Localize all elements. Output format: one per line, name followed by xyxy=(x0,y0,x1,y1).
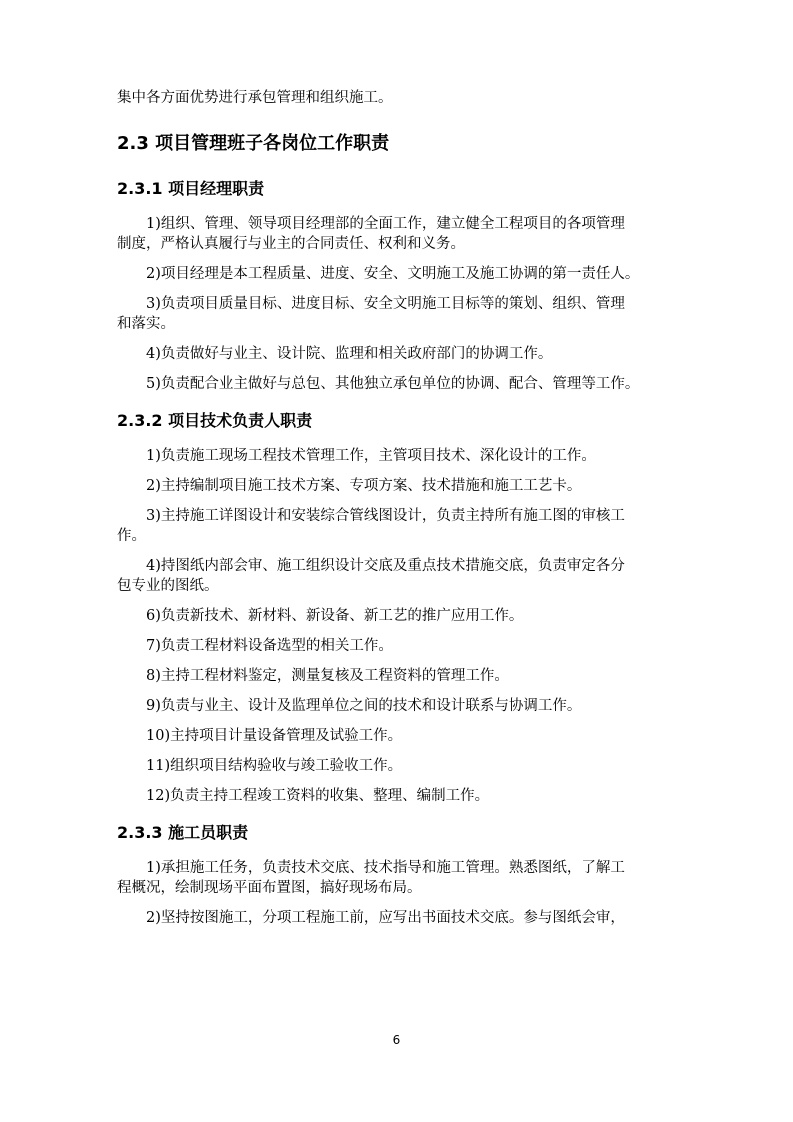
item-line: 4)持图纸内部会审、施工组织设计交底及重点技术措施交底，负责审定各分 xyxy=(146,558,625,574)
item-line: 2)项目经理是本工程质量、进度、安全、文明施工及施工协调的第一责任人。 xyxy=(146,266,640,282)
item-line: 2)坚持按图施工，分项工程施工前，应写出书面技术交底。参与图纸会审， xyxy=(146,910,625,926)
list-item xyxy=(117,606,677,626)
list-item xyxy=(117,344,677,364)
item-line: 程概况，绘制现场平面布置图，搞好现场布局。 xyxy=(117,880,422,896)
subsection-heading-2: 2.3.2 项目技术负责人职责 xyxy=(117,411,313,430)
item-line: 3)负责项目质量目标、进度目标、安全文明施工目标等的策划、组织、管理 xyxy=(146,296,625,312)
item-line: 1)组织、管理、领导项目经理部的全面工作，建立健全工程项目的各项管理 xyxy=(146,216,625,232)
item-line: 包专业的图纸。 xyxy=(117,578,219,594)
list-item xyxy=(117,506,677,546)
list-item xyxy=(117,556,677,596)
item-line: 5)负责配合业主做好与总包、其他独立承包单位的协调、配合、管理等工作。 xyxy=(146,376,640,392)
subsection-heading-1: 2.3.1 项目经理职责 xyxy=(117,179,265,198)
item-line: 制度，严格认真履行与业主的合同责任、权利和义务。 xyxy=(117,236,465,252)
list-item xyxy=(117,476,677,496)
item-line: 11)组织项目结构验收与竣工验收工作。 xyxy=(146,758,403,774)
item-line: 6)负责新技术、新材料、新设备、新工艺的推广应用工作。 xyxy=(146,608,524,624)
item-line: 作。 xyxy=(117,528,146,544)
list-item xyxy=(117,858,677,898)
list-item xyxy=(117,726,677,746)
list-item xyxy=(117,214,677,254)
list-item xyxy=(117,696,677,716)
list-item xyxy=(117,294,677,334)
list-item xyxy=(117,908,677,928)
item-line: 4)负责做好与业主、设计院、监理和相关政府部门的协调工作。 xyxy=(146,346,553,362)
intro-line: 集中各方面优势进行承包管理和组织施工。 xyxy=(117,90,393,106)
subsection-heading-3: 2.3.3 施工员职责 xyxy=(117,823,249,842)
item-line: 1)负责施工现场工程技术管理工作，主管项目技术、深化设计的工作。 xyxy=(146,448,596,464)
document-page xyxy=(117,88,677,938)
item-line: 和落实。 xyxy=(117,316,175,332)
list-item xyxy=(117,636,677,656)
item-line: 3)主持施工详图设计和安装综合管线图设计，负责主持所有施工图的审核工 xyxy=(146,508,625,524)
item-line: 10)主持项目计量设备管理及试验工作。 xyxy=(146,728,403,744)
list-item xyxy=(117,446,677,466)
item-line: 9)负责与业主、设计及监理单位之间的技术和设计联系与协调工作。 xyxy=(146,698,582,714)
list-item xyxy=(117,264,677,284)
section-heading: 2.3 项目管理班子各岗位工作职责 xyxy=(117,133,390,154)
list-item xyxy=(117,756,677,776)
item-line: 2)主持编制项目施工技术方案、专项方案、技术措施和施工工艺卡。 xyxy=(146,478,582,494)
list-item xyxy=(117,666,677,686)
page-number: 6 xyxy=(392,1033,401,1047)
list-item xyxy=(117,786,677,806)
item-line: 8)主持工程材料鉴定，测量复核及工程资料的管理工作。 xyxy=(146,668,509,684)
item-line: 7)负责工程材料设备选型的相关工作。 xyxy=(146,638,393,654)
item-line: 1)承担施工任务，负责技术交底、技术指导和施工管理。熟悉图纸，了解工 xyxy=(146,860,625,876)
list-item xyxy=(117,374,677,394)
item-line: 12)负责主持工程竣工资料的收集、整理、编制工作。 xyxy=(146,788,490,804)
